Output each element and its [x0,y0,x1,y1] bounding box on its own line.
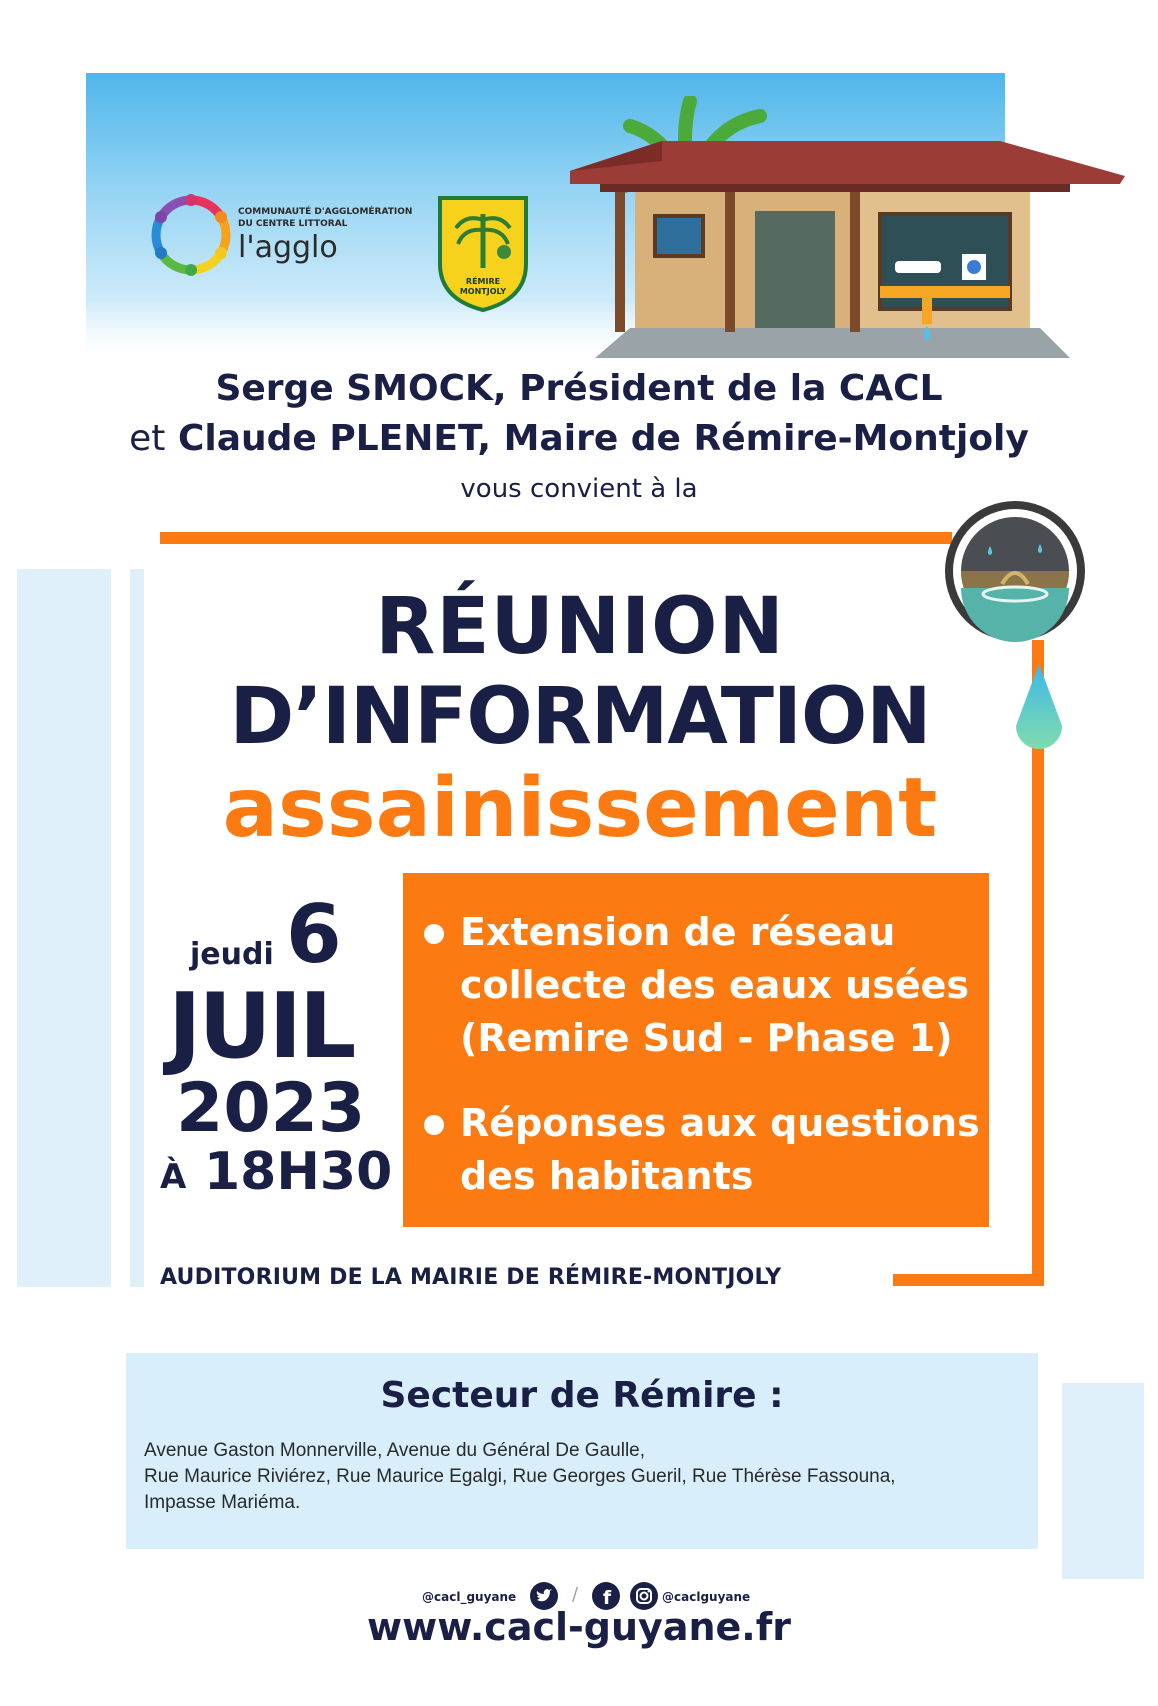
title-reunion: RÉUNION [375,582,785,672]
left-deco-stripe [130,569,144,1287]
instagram-handle[interactable]: @caclguyane [662,1590,751,1604]
frame-bottom [893,1274,1044,1286]
title-assainissement: assainissement [222,761,938,856]
remire-montjoly-crest-icon [436,194,530,314]
date-month: JUIL [168,974,354,1079]
header-line2 [0,418,1158,459]
venue-text: AUDITORIUM DE LA MAIRIE DE RÉMIRE-MONTJOLY [160,1265,782,1290]
topic-1-line3: (Remire Sud - Phase 1) [460,1016,953,1060]
crest-text-line2: MONTJOLY [459,287,507,296]
facebook-icon-letter: f [602,1587,612,1609]
agglo-caption [238,206,412,230]
bullet-dot-icon [424,1115,444,1135]
streets-line2: Rue Maurice Riviérez, Rue Maurice Egalgi, Rue Georges Gueril, Rue Thérèse Fassouna, [144,1466,896,1487]
topic-1-line1: Extension de réseau [460,910,896,954]
topic-item-extension [424,906,984,1065]
frame-top [160,532,952,544]
crest-text-line1: RÉMIRE [465,277,501,286]
header-line1: Serge SMOCK, Président de la CACL [215,368,943,409]
title-information: D’INFORMATION [229,672,931,762]
agglo-name: l'agglo [238,230,338,265]
topic-1-line2: collecte des eaux usées [460,963,970,1007]
topic-item-questions [424,1097,984,1203]
agglo-logo-icon [146,190,236,280]
website-link[interactable]: www.cacl-guyane.fr [366,1605,791,1649]
house-illustration-icon [570,96,1130,358]
streets-line1: Avenue Gaston Monnerville, Avenue du Général De Gaulle, [144,1440,646,1461]
time-prefix: À [160,1157,187,1197]
right-deco-block [1062,1383,1144,1579]
header-line2-text: Claude PLENET, Maire de Rémire-Montjoly [177,418,1029,459]
left-deco-block [17,569,111,1287]
social-separator: / [572,1584,579,1605]
twitter-handle[interactable]: @cacl_guyane [422,1590,517,1604]
bullet-dot-icon [424,924,444,944]
streets-line3: Impasse Mariéma. [144,1492,301,1513]
date-day: 6 [286,888,342,981]
agglo-caption-line1: COMMUNAUTÉ D'AGGLOMÉRATION [238,207,413,217]
topic-2-line2: des habitants [460,1154,754,1198]
topic-2-line1: Réponses aux questions [460,1101,980,1145]
date-time: 18H30 [204,1142,393,1202]
date-year: 2023 [176,1069,366,1148]
header-line2-prefix: et [129,418,166,459]
sector-title: Secteur de Rémire : [380,1375,784,1416]
invite-text: vous convient à la [460,474,698,504]
agglo-caption-line2: DU CENTRE LITTORAL [238,219,348,229]
date-weekday: jeudi [190,937,274,972]
